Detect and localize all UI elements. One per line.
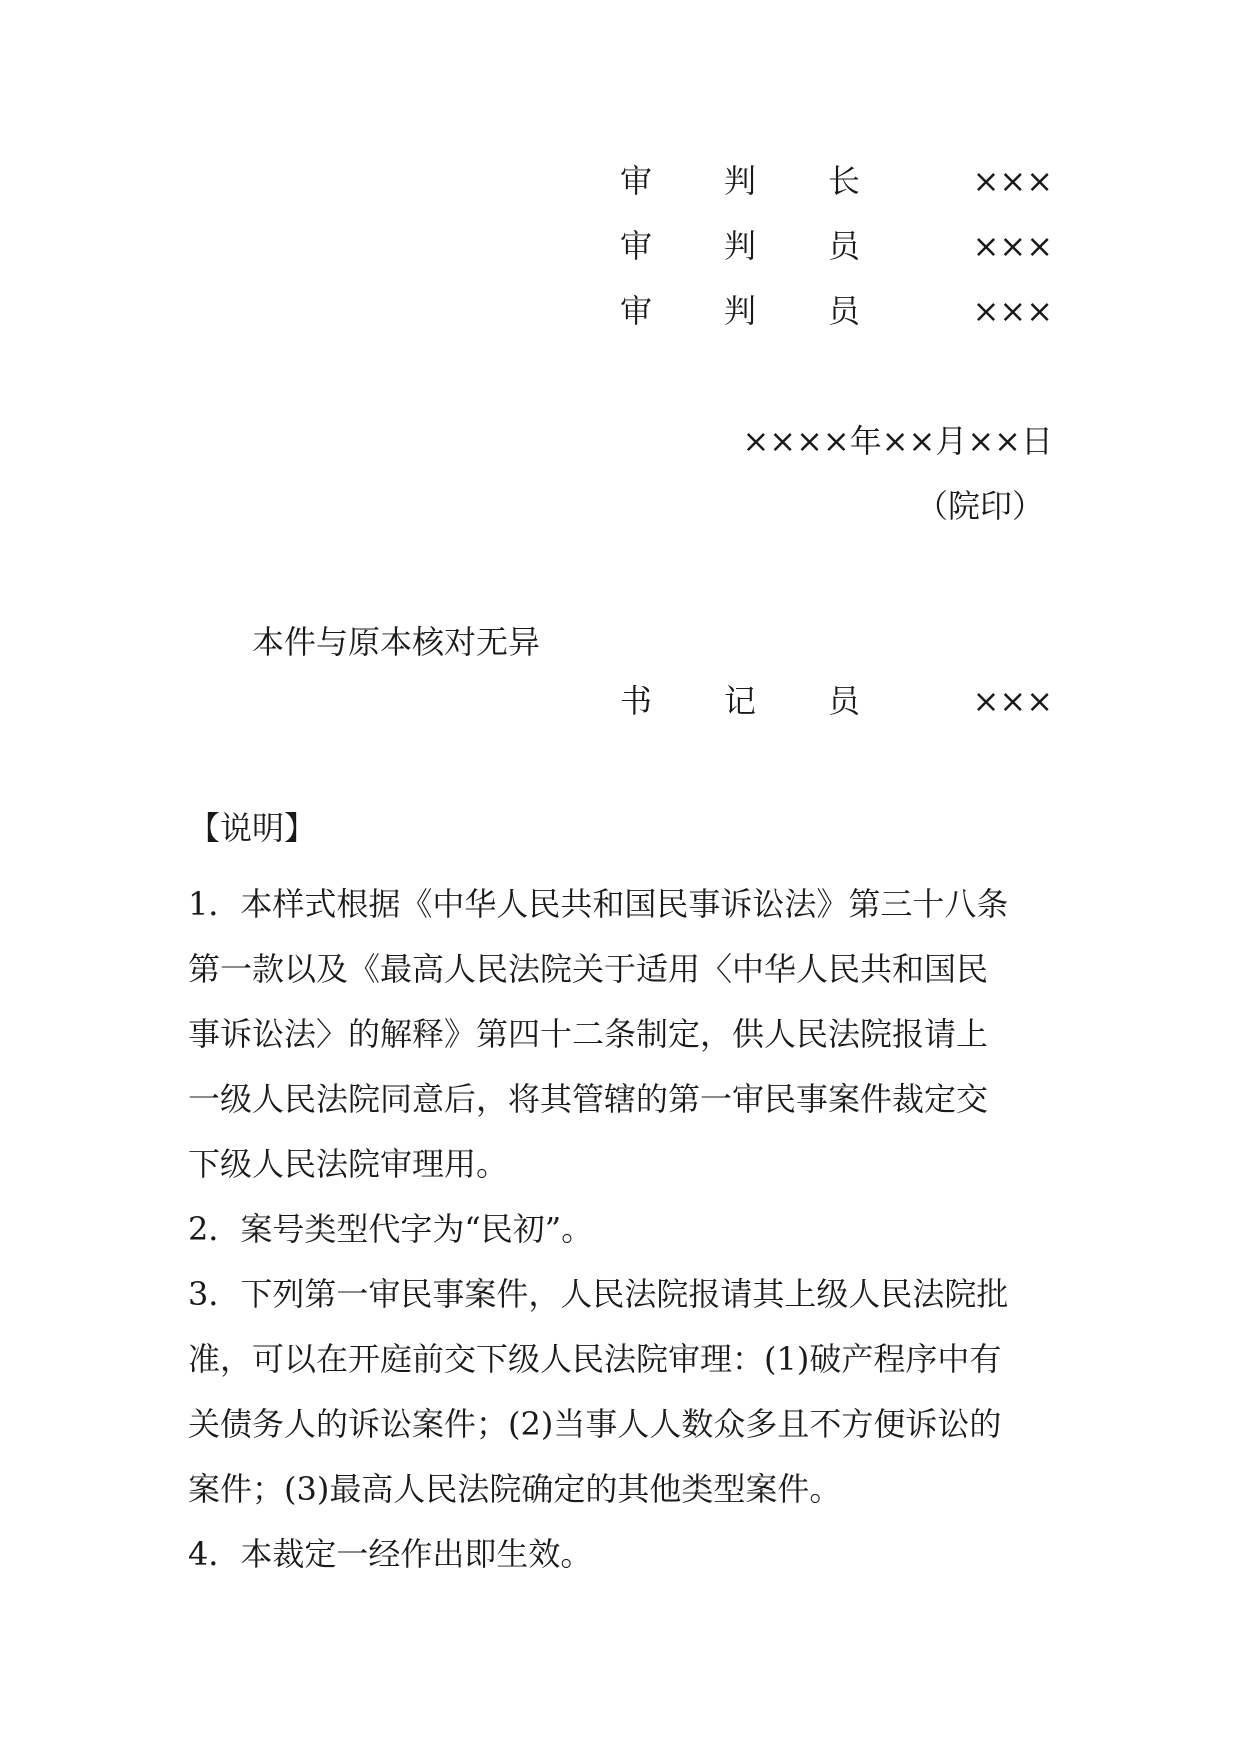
signature-name: ××× xyxy=(972,292,1053,330)
note-item: 3．下列第一审民事案件，人民法院报请其上级人民法院批 准，可以在开庭前交下级人民法院审理：(1)破产程序中有 关债务人的诉讼案件；(2)当事人人数众多且不方便诉讼的 案件；(3)最高人民法院确定的其他类型案件。 xyxy=(188,1275,1009,1508)
note-item: 4．本裁定一经作出即生效。 xyxy=(188,1535,593,1573)
signature-row-judge-2 xyxy=(620,291,1060,331)
signature-row-presiding-judge xyxy=(620,161,1060,201)
court-seal-note: （院印） xyxy=(915,487,1044,525)
signature-role: 审 判 员 xyxy=(620,227,860,265)
signature-row-judge-1 xyxy=(620,226,1060,266)
notes-heading: 【说明】 xyxy=(188,809,317,847)
notes-section xyxy=(188,808,1068,1587)
signature-row-clerk xyxy=(620,681,1060,721)
verification-statement: 本件与原本核对无异 xyxy=(252,623,541,661)
signature-role: 审 判 长 xyxy=(620,162,860,200)
signature-name: ××× xyxy=(972,682,1053,720)
note-item: 1．本样式根据《中华人民共和国民事诉讼法》第三十八条 第一款以及《最高人民法院关于适用〈中华人民共和国民 事诉讼法〉的解释》第四十二条制定，供人民法院报请上 一级人民法院同意后，将其管辖的第一审民事案件裁定交 下级人民法院审理用。 xyxy=(188,885,1009,1183)
document-date: ××××年××月××日 xyxy=(742,422,1053,460)
signature-role: 书 记 员 xyxy=(620,682,860,720)
signature-name: ××× xyxy=(972,227,1053,265)
signature-name: ××× xyxy=(972,162,1053,200)
signature-role: 审 判 员 xyxy=(620,292,860,330)
note-item: 2．案号类型代字为“民初”。 xyxy=(188,1210,594,1248)
